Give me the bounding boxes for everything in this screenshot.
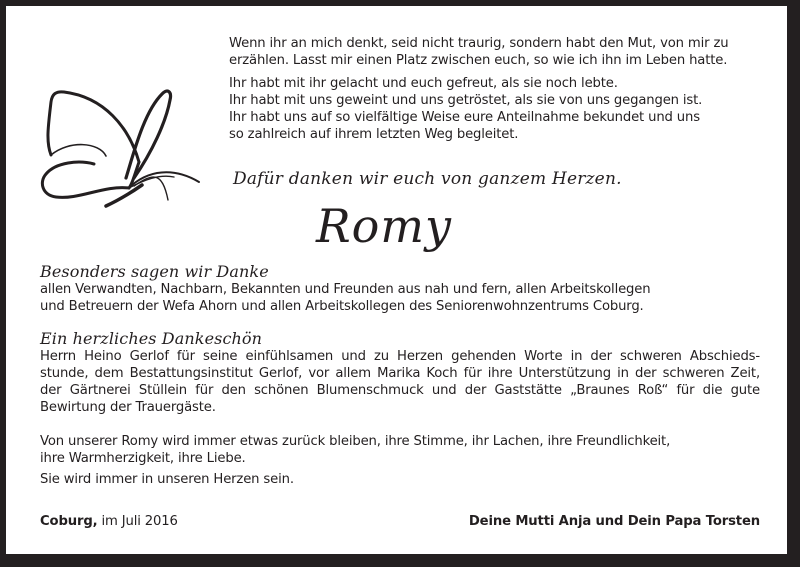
signature: Deine Mutti Anja und Dein Papa Torsten — [468, 514, 760, 529]
text-line: Sie wird immer in unseren Herzen sein. — [40, 472, 294, 487]
poem-line: Wenn ihr an mich denkt, seid nicht traurig, sondern habt den Mut, von mir zu — [229, 36, 729, 51]
text-line: Von unserer Romy wird immer etwas zurück bleiben, ihre Stimme, ihr Lachen, ihre Freundlichkeit, — [40, 434, 671, 449]
poem-line: so zahlreich auf ihrem letzten Weg begleitet. — [229, 127, 519, 142]
text-line: Herrn Heino Gerlof für seine einfühlsamen und zu Herzen gehenden Worte in der schweren Abschieds- — [40, 349, 760, 364]
text-line: allen Verwandten, Nachbarn, Bekannten und Freunden aus nah und fern, allen Arbeitskollegen — [40, 282, 651, 297]
section-heading-special-thanks: Besonders sagen wir Danke — [40, 262, 269, 281]
date: im Juli 2016 — [101, 514, 178, 529]
heartfelt-thanks-text — [40, 348, 760, 416]
text-line: ihre Warmherzigkeit, ihre Liebe. — [40, 451, 246, 466]
closing-paragraph — [40, 433, 760, 467]
poem — [229, 35, 769, 149]
poem-line: Ihr habt uns auf so vielfältige Weise eure Anteilnahme bekundet und uns — [229, 110, 700, 125]
poem-line: Ihr habt mit uns geweint und uns getröstet, als sie von uns gegangen ist. — [229, 93, 703, 108]
text-line: Bewirtung der Trauergäste. — [40, 400, 216, 415]
section-heading-heartfelt-thanks: Ein herzliches Dankeschön — [40, 329, 263, 348]
poem-stanza-1 — [229, 35, 769, 69]
text-line: und Betreuern der Wefa Ahorn und allen Arbeitskollegen des Seniorenwohnzentrums Coburg. — [40, 299, 644, 314]
poem-line: erzählen. Lasst mir einen Platz zwischen euch, so wie ich ihn im Leben hatte. — [229, 53, 728, 68]
notice-frame — [6, 6, 787, 554]
poem-line: Ihr habt mit ihr gelacht und euch gefreut, als sie noch lebte. — [229, 76, 618, 91]
place-date — [40, 513, 178, 530]
deceased-name: Romy — [316, 199, 452, 253]
text-line: der Gärtnerei Stüllein für den schönen Blumenschmuck und der Gaststätte „Braunes Roß“ für die gute — [40, 383, 760, 398]
closing-final-line — [40, 471, 760, 488]
text-line: stunde, dem Bestattungsinstitut Gerlof, vor allem Marika Koch für ihre Unterstützung in der schweren Zeit, — [40, 366, 760, 381]
special-thanks-text — [40, 281, 760, 315]
thanks-line: Dafür danken wir euch von ganzem Herzen. — [233, 169, 622, 189]
place: Coburg, — [40, 514, 98, 529]
poem-stanza-2 — [229, 75, 769, 143]
butterfly-icon — [34, 82, 210, 210]
